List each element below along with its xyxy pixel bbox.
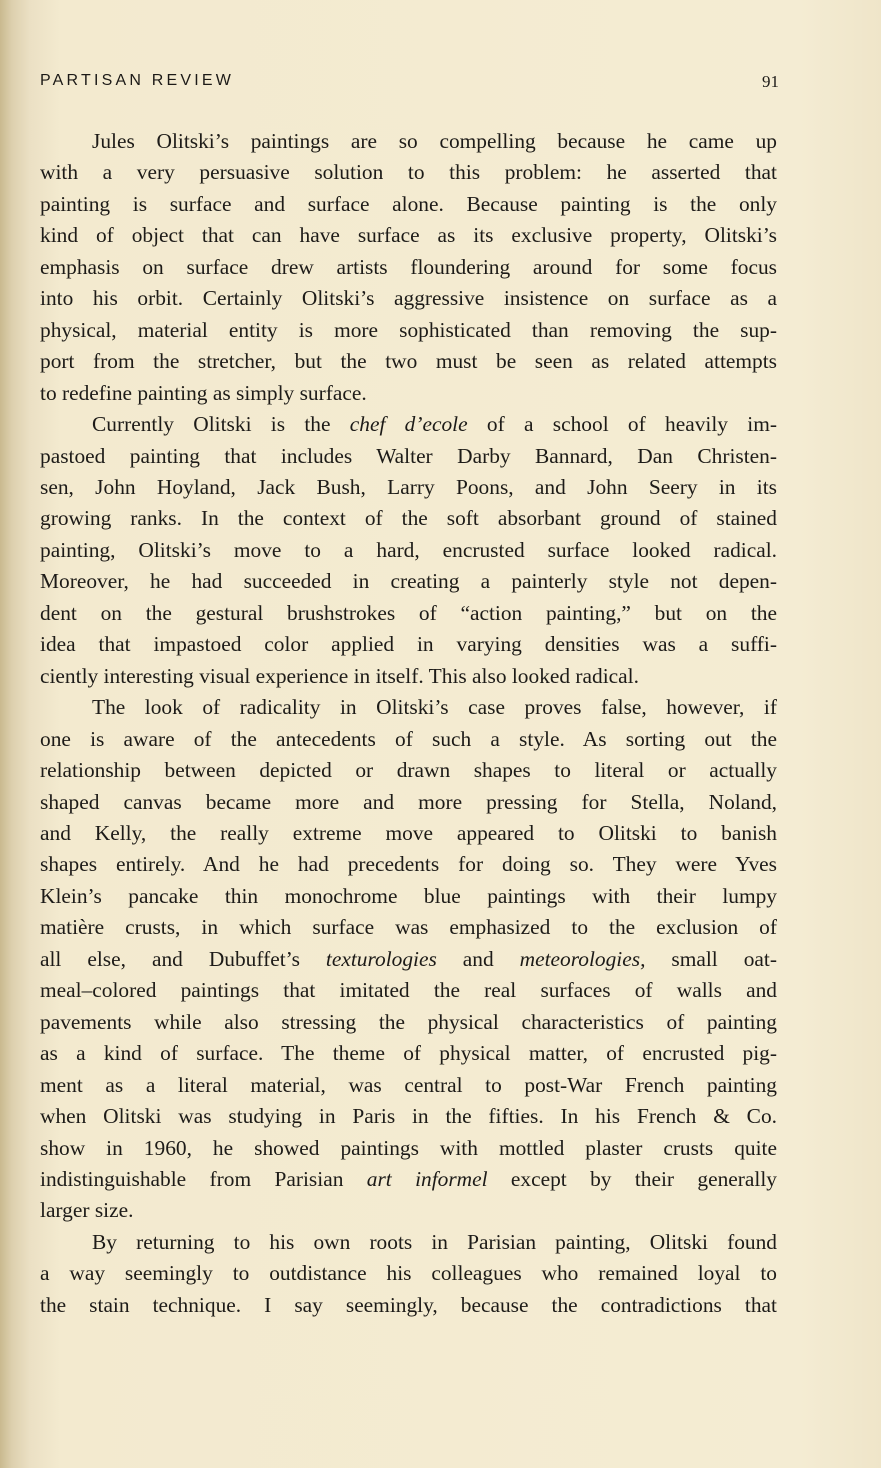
- running-head: PARTISAN REVIEW: [40, 72, 235, 89]
- italic-term: art informel: [366, 1166, 488, 1191]
- text-line: shaped canvas became more and more pressing for Stella, Noland,: [40, 789, 777, 814]
- text-line: kind of object that can have surface as its exclusive property, Olitski’s: [40, 223, 777, 248]
- text-line: port from the stretcher, but the two must be seen as related attempts: [40, 349, 777, 374]
- text-line: sen, John Hoyland, Jack Bush, Larry Poons, and John Seery in its: [40, 474, 777, 499]
- text-line: Klein’s pancake thin monochrome blue paintings with their lumpy: [40, 883, 777, 908]
- page-number: 91: [762, 72, 779, 91]
- text-line: [40, 409, 777, 440]
- text-line: with a very persuasive solution to this problem: he asserted that: [40, 160, 777, 185]
- text-run: small oat-: [645, 946, 777, 971]
- text-line: growing ranks. In the context of the soft absorbant ground of stained: [40, 506, 777, 531]
- text-line: Moreover, he had succeeded in creating a painterly style not depen-: [40, 569, 777, 594]
- text-line: the stain technique. I say seemingly, because the contradictions that: [40, 1292, 777, 1317]
- italic-term: texturologies: [325, 946, 437, 971]
- text-line: larger size.: [40, 1198, 134, 1223]
- text-line: and Kelly, the really extreme move appeared to Olitski to banish: [40, 820, 777, 845]
- text-run: Currently Olitski is the: [92, 412, 350, 437]
- text-line: matière crusts, in which surface was emphasized to the exclusion of: [40, 915, 777, 940]
- text-line: pavements while also stressing the physical characteristics of painting: [40, 1009, 777, 1034]
- text-line: emphasis on surface drew artists floundering around for some focus: [40, 254, 777, 279]
- text-line: relationship between depicted or drawn shapes to literal or actually: [40, 758, 777, 783]
- text-line: By returning to his own roots in Parisian painting, Olitski found: [92, 1229, 777, 1254]
- text-line: a way seemingly to outdistance his colleagues who remained loyal to: [40, 1261, 777, 1286]
- text-line: [40, 1164, 777, 1195]
- text-line: dent on the gestural brushstrokes of “action painting,” but on the: [40, 600, 777, 625]
- text-line: when Olitski was studying in Paris in the fifties. In his French & Co.: [40, 1104, 777, 1129]
- text-line: Jules Olitski’s paintings are so compelling because he came up: [92, 129, 777, 153]
- text-line: ment as a literal material, was central to post-War French painting: [40, 1072, 777, 1097]
- text-line: The look of radicality in Olitski’s case proves false, however, if: [92, 695, 777, 720]
- text-line: [40, 944, 777, 975]
- text-run: all else, and Dubuffet’s: [40, 946, 326, 971]
- paragraph-4: [40, 1227, 777, 1321]
- paragraph-1: [40, 126, 777, 409]
- text-line: idea that impastoed color applied in varying densities was a suffi-: [40, 632, 777, 657]
- text-line: meal–colored paintings that imitated the real surfaces of walls and: [40, 978, 777, 1003]
- paragraph-2: [40, 409, 777, 692]
- text-line: to redefine painting as simply surface.: [40, 380, 367, 405]
- text-run: indistinguishable from Parisian: [40, 1166, 367, 1191]
- text-line: pastoed painting that includes Walter Darby Bannard, Dan Christen-: [40, 443, 777, 468]
- text-line: painting is surface and surface alone. Because painting is the only: [40, 191, 777, 216]
- text-line: as a kind of surface. The theme of physical matter, of encrusted pig-: [40, 1041, 777, 1066]
- body-text: [40, 126, 777, 1321]
- text-line: painting, Olitski’s move to a hard, encrusted surface looked radical.: [40, 537, 777, 562]
- text-line: ciently interesting visual experience in itself. This also looked radical.: [40, 663, 639, 688]
- text-line: into his orbit. Certainly Olitski’s aggressive insistence on surface as a: [40, 286, 777, 311]
- text-run: except by their generally: [487, 1166, 777, 1191]
- text-run: and: [436, 946, 520, 971]
- text-line: shapes entirely. And he had precedents for doing so. They were Yves: [40, 852, 777, 877]
- text-line: show in 1960, he showed paintings with mottled plaster crusts quite: [40, 1135, 777, 1160]
- text-run: of a school of heavily im-: [467, 412, 777, 437]
- paragraph-3: [40, 692, 777, 1227]
- text-line: physical, material entity is more sophisticated than removing the sup-: [40, 317, 777, 342]
- italic-term: meteorologies,: [519, 946, 646, 971]
- italic-term: chef d’ecole: [349, 412, 468, 437]
- text-line: one is aware of the antecedents of such a style. As sorting out the: [40, 726, 777, 751]
